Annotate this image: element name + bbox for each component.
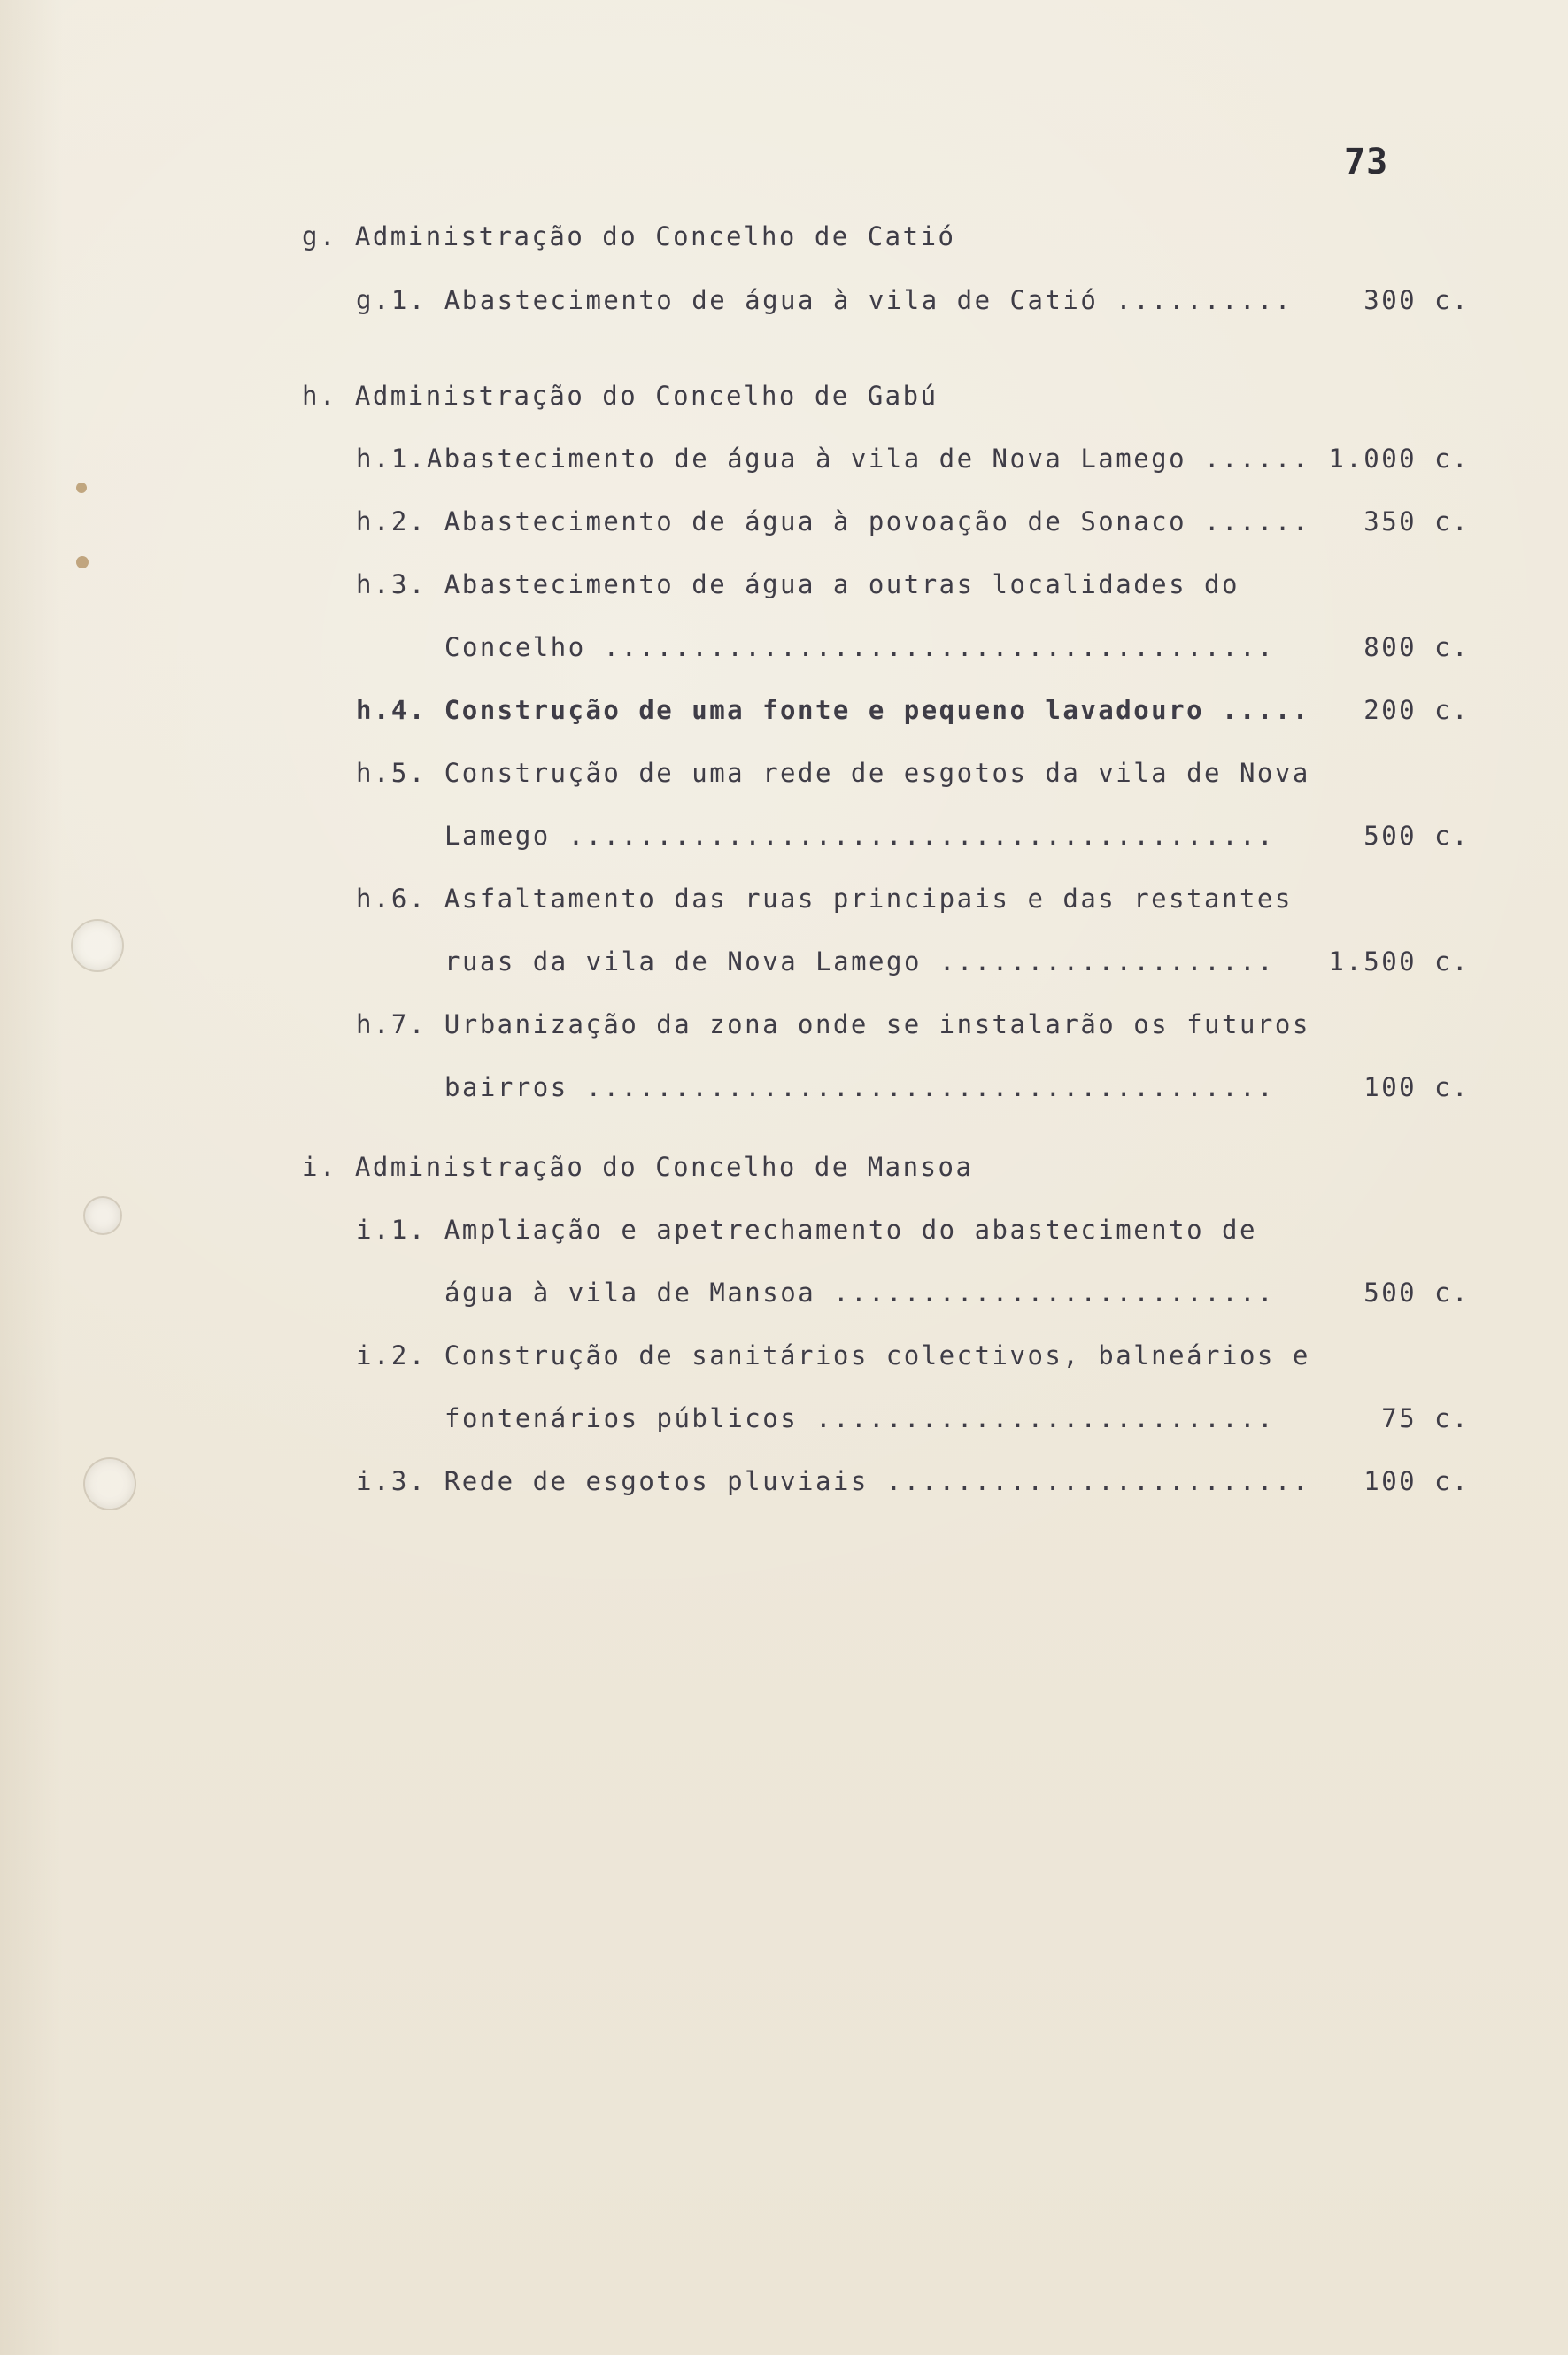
paper-stain — [76, 483, 87, 493]
item-i2-amount: 75 c. — [1381, 1403, 1470, 1433]
item-i3-line: i.3. Rede de esgotos pluviais ........................ — [356, 1466, 1310, 1496]
section-heading-i: i. Administração do Concelho de Mansoa — [302, 1152, 974, 1182]
binder-hole — [85, 1459, 135, 1509]
item-h1-amount: 1.000 c. — [1328, 444, 1470, 474]
item-h4-line: h.4. Construção de uma fonte e pequeno lavadouro ..... — [356, 695, 1310, 725]
item-h6-line-2: ruas da vila de Nova Lamego ................... — [444, 946, 1276, 977]
item-h3-line-2: Concelho ...................................... — [444, 632, 1276, 662]
section-heading-g: g. Administração do Concelho de Catió — [302, 221, 956, 251]
item-h5-line-1: h.5. Construção de uma rede de esgotos da vila de Nova — [356, 758, 1310, 788]
item-h6-amount: 1.500 c. — [1328, 946, 1470, 977]
item-g1-amount: 300 c. — [1363, 285, 1470, 315]
item-h1-line: h.1.Abastecimento de água à vila de Nova Lamego ...... — [356, 444, 1310, 474]
section-heading-h: h. Administração do Concelho de Gabú — [302, 381, 938, 411]
item-g1-line: g.1. Abastecimento de água à vila de Catió .......... — [356, 285, 1293, 315]
item-h5-amount: 500 c. — [1363, 821, 1470, 851]
item-i2-line-2: fontenários públicos .......................... — [444, 1403, 1276, 1433]
item-i1-line-1: i.1. Ampliação e apetrechamento do abastecimento de — [356, 1215, 1257, 1245]
item-h3-line-1: h.3. Abastecimento de água a outras localidades do — [356, 569, 1240, 599]
item-h7-line-2: bairros ....................................... — [444, 1072, 1276, 1102]
paper-stain — [76, 556, 89, 568]
binder-hole — [85, 1198, 120, 1233]
binder-hole — [73, 921, 122, 970]
item-i3-amount: 100 c. — [1363, 1466, 1470, 1496]
item-i1-line-2: água à vila de Mansoa ......................... — [444, 1278, 1276, 1308]
item-h7-line-1: h.7. Urbanização da zona onde se instalarão os futuros — [356, 1009, 1310, 1039]
item-h5-line-2: Lamego ........................................ — [444, 821, 1276, 851]
item-h2-amount: 350 c. — [1363, 506, 1470, 537]
item-h3-amount: 800 c. — [1363, 632, 1470, 662]
item-h2-line: h.2. Abastecimento de água à povoação de Sonaco ...... — [356, 506, 1310, 537]
item-h6-line-1: h.6. Asfaltamento das ruas principais e das restantes — [356, 884, 1293, 914]
page-number: 73 — [1344, 142, 1389, 182]
item-h7-amount: 100 c. — [1363, 1072, 1470, 1102]
item-i1-amount: 500 c. — [1363, 1278, 1470, 1308]
item-h4-amount: 200 c. — [1363, 695, 1470, 725]
item-i2-line-1: i.2. Construção de sanitários colectivos, balneários e — [356, 1340, 1310, 1371]
